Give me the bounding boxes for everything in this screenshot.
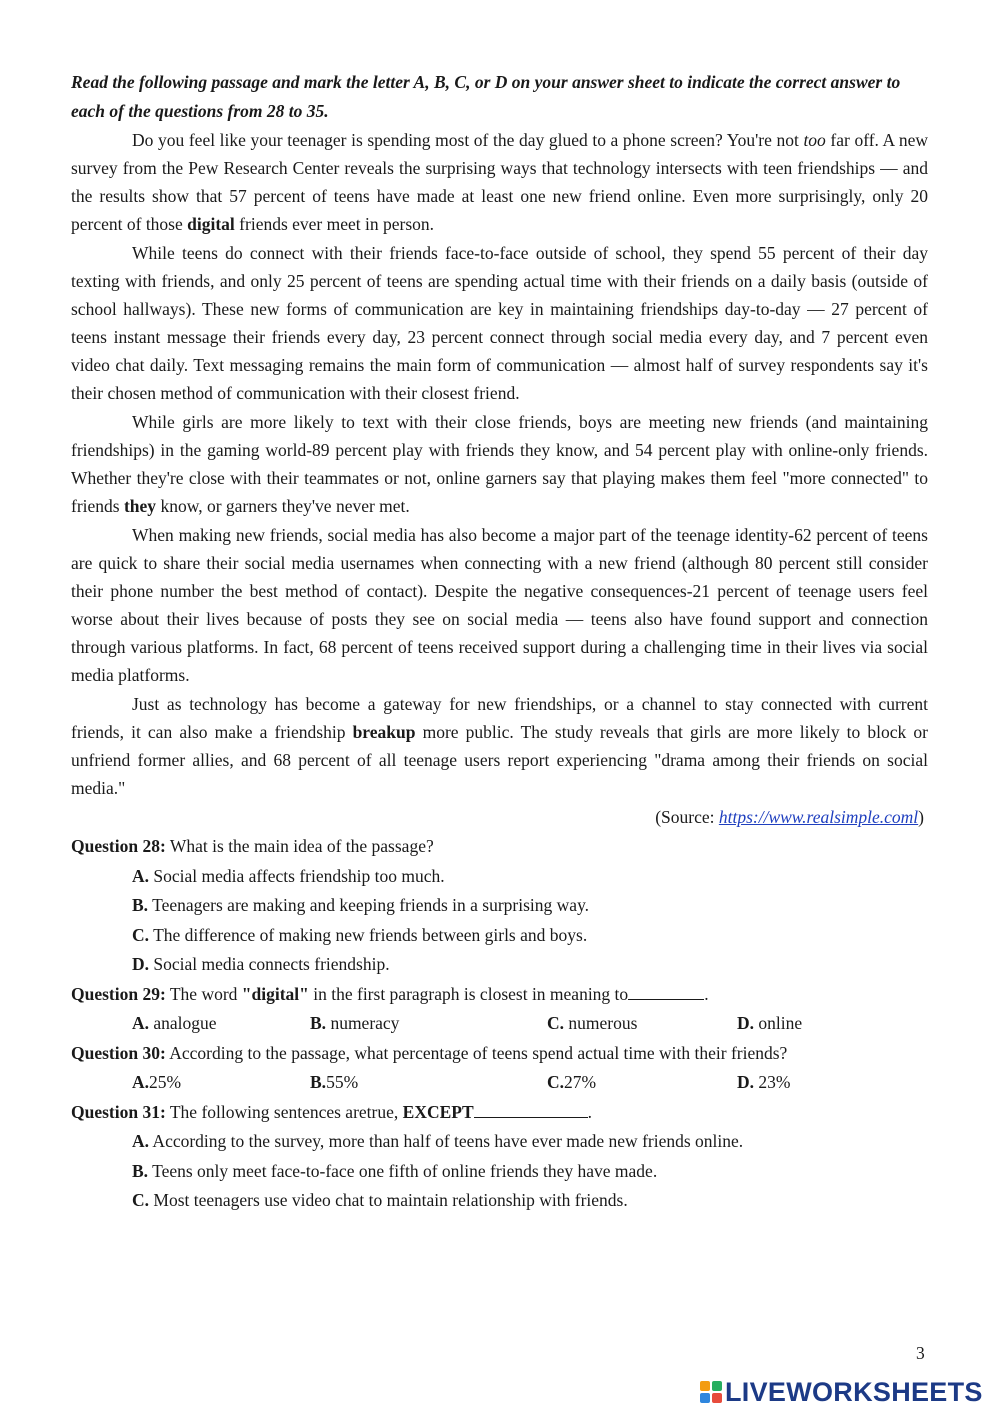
q29-option-a[interactable] [132,1009,310,1039]
q30-options [132,1068,928,1098]
option-letter: A. [132,1013,150,1033]
option-text: numerous [564,1013,638,1033]
worksheet-page [71,68,928,1216]
passage-paragraph-2: While teens do connect with their friends face-to-face outside of school, they spend 55 percent of their day texting with friends, and only 25 percent of teens are spending actual time with their friends on a daily basis (outside of school hallways). These new forms of communication are key in maintaining friendships day-to-day — 27 percent of teens instant message their friends every day, 23 percent connect through social media every day, and 7 percent even video chat daily. Text messaging remains the main form of communication — almost half of survey respondents say it's their chosen method of communication with their closest friend. [71,243,928,403]
question-29-word: "digital" [241,983,309,1004]
option-text: Teenagers are making and keeping friends in a surprising way. [148,895,590,915]
option-text: online [754,1013,803,1033]
q31-option-b[interactable] [132,1157,928,1187]
option-text: 23% [754,1072,791,1092]
option-letter: C. [132,1190,150,1210]
option-text: Most teenagers use video chat to maintain relationship with friends. [149,1190,628,1210]
q31-option-a[interactable] [132,1127,928,1157]
question-30 [71,1039,928,1069]
p1-text-e: friends ever meet in person. [234,214,435,234]
option-text: The difference of making new friends between girls and boys. [149,924,588,945]
p3-text-a: While girls are more likely to text with their close friends, boys are meeting new friends (and maintaining friendships) in the gaming world-89 percent play with friends they know, and 54 percent play with online-only friends. Whether they're close with their teammates or not, online garners say that playing makes them feel "more connected" to friends [71,412,928,516]
passage-paragraph-5 [71,690,928,802]
question-31-except: EXCEPT [402,1101,474,1122]
p1-text-a: Do you feel like your teenager is spending most of the day glued to a phone screen? You're not [132,130,804,150]
option-letter: B. [310,1013,327,1033]
question-30-label: Question 30: [71,1042,166,1063]
logo-square-2 [712,1381,722,1391]
passage-paragraph-1 [71,126,928,238]
p5-text-a: Just as technology has become a gateway for new friendships, or a channel to stay connected with current friends, it can also make a friendship [71,694,928,742]
brand-name: LIVEWORKSHEETS [725,1376,983,1407]
q29-options [132,1009,928,1039]
option-text: Social media affects friendship too much. [149,865,445,886]
source-prefix: (Source: [655,807,719,827]
source-citation [71,803,928,832]
option-text: Social media connects friendship. [149,954,390,974]
option-letter: C. [547,1013,565,1033]
question-31-label: Question 31: [71,1101,166,1122]
question-28-text: What is the main idea of the passage? [165,836,434,856]
option-letter: A. [132,865,150,886]
logo-grid-icon [700,1381,722,1403]
logo-square-4 [712,1393,722,1403]
option-text: Teens only meet face-to-face one fifth of online friends they have made. [148,1160,658,1181]
option-letter: D. [132,954,150,974]
source-suffix: ) [918,807,924,827]
p1-bold-digital: digital [187,214,235,234]
option-letter: B. [310,1072,327,1092]
q31-option-c[interactable] [132,1186,928,1216]
option-letter: B. [132,895,149,915]
p1-italic-too: too [803,130,826,150]
question-31-end: . [587,1101,592,1122]
logo-square-1 [700,1381,710,1391]
p1-text-c: far off. A new survey from the Pew Research Center reveals the surprising ways that technology intersects with teen friendships — and the results show that 57 percent of teens have made at least one new friend online. Even more surprisingly, only 20 percent of those [71,130,928,234]
question-30-text: According to the passage, what percentage of teens spend actual time with their friends? [165,1042,788,1063]
question-29-end: . [704,983,709,1004]
q28-option-d[interactable] [132,950,928,980]
option-letter: A. [132,1131,150,1151]
question-31 [71,1098,928,1128]
question-28 [71,832,928,862]
option-text: 55% [326,1072,359,1092]
source-link[interactable]: https://www.realsimple.coml [718,807,919,827]
q30-option-c[interactable] [547,1068,737,1098]
q29-option-c[interactable] [547,1009,737,1039]
q29-option-b[interactable] [310,1009,547,1039]
page-number: 3 [916,1343,925,1363]
option-letter: C. [132,924,150,945]
p3-text-c: know, or garners they've never met. [156,496,410,516]
q30-option-d[interactable] [737,1068,790,1098]
passage-paragraph-4: When making new friends, social media has also become a major part of the teenage identity-62 percent of teens are quick to share their social media usernames when connecting with a new friend (although 80 percent still consider their phone number the best method of contact). Despite the negative consequences-21 percent of teenage users feel worse about their lives because of posts they see on social media — teens also have found support and connection through various platforms. In fact, 68 percent of teens received support during a challenging time in their lives via social media platforms. [71,525,928,685]
q28-option-b[interactable] [132,891,928,921]
question-29-text-a: The word [165,983,242,1004]
option-text: numeracy [326,1013,400,1033]
liveworksheets-logo[interactable] [700,1378,983,1406]
q30-option-a[interactable] [132,1068,310,1098]
q28-option-a[interactable] [132,862,928,892]
answer-blank[interactable] [474,1102,588,1118]
answer-blank[interactable] [628,984,704,1000]
p3-bold-they: they [123,496,157,516]
p5-text-c: more public. The study reveals that girls are more likely to block or unfriend former allies, and 68 percent of all teenage users report experiencing "drama among their friends on social media." [71,722,928,798]
logo-square-3 [700,1393,710,1403]
question-29-text-b: in the first paragraph is closest in meaning to [308,983,629,1004]
q29-option-d[interactable] [737,1009,802,1039]
passage-paragraph-3 [71,408,928,520]
option-text: 27% [564,1072,597,1092]
option-letter: B. [132,1160,149,1181]
q30-option-b[interactable] [310,1068,547,1098]
option-text: 25% [149,1072,182,1092]
question-29-label: Question 29: [71,983,166,1004]
instructions: Read the following passage and mark the letter A, B, C, or D on your answer sheet to indicate the correct answer to each of the questions from 28 to 35. [71,72,901,121]
option-text: analogue [149,1013,217,1033]
option-letter: D. [737,1013,755,1033]
question-28-label: Question 28: [71,836,166,856]
option-letter: C. [547,1072,565,1092]
q28-option-c[interactable] [132,921,928,951]
question-29 [71,980,928,1010]
option-letter: D. [737,1072,755,1092]
option-letter: A. [132,1072,150,1092]
option-text: According to the survey, more than half of teens have ever made new friends online. [149,1131,744,1151]
p5-bold-breakup: breakup [352,722,416,742]
question-31-text: The following sentences aretrue, [165,1101,403,1122]
